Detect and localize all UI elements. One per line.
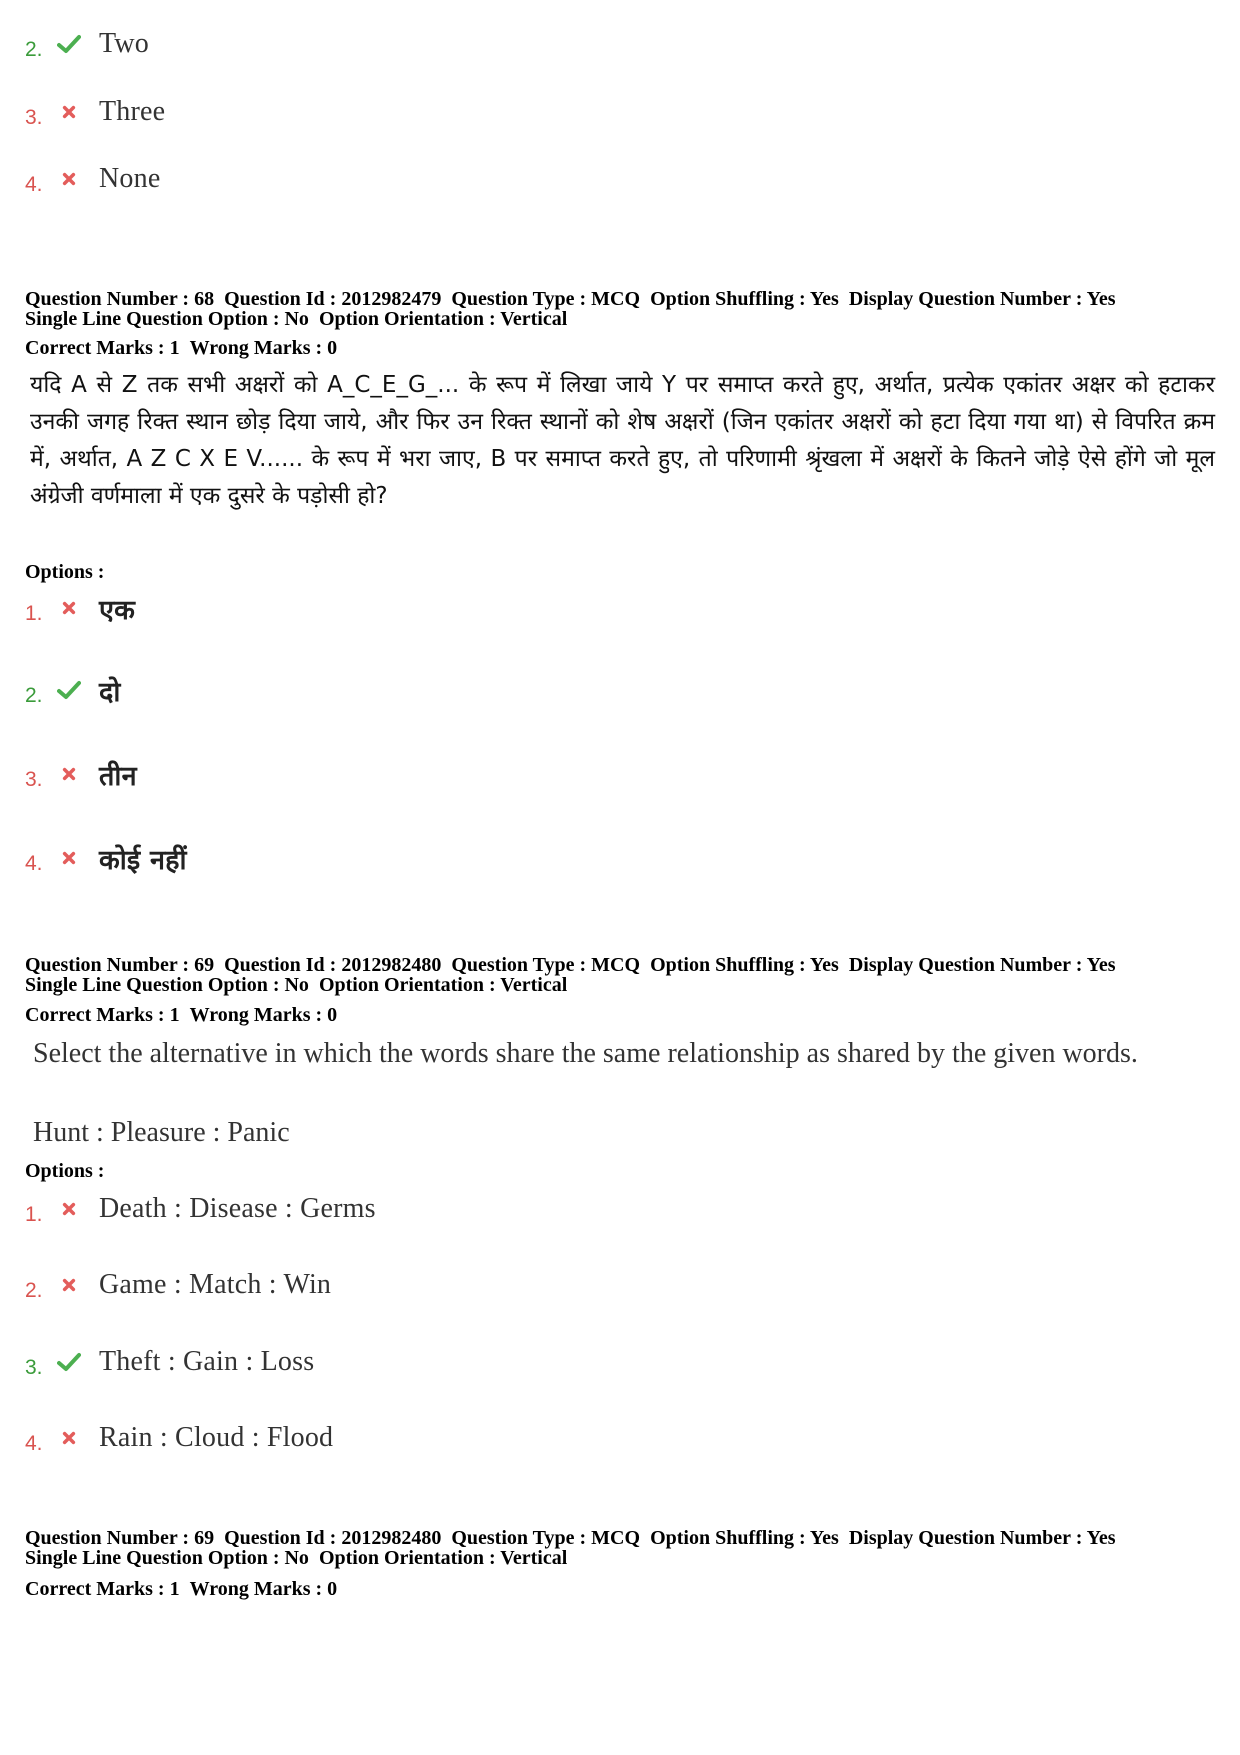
- option-number: 3.: [25, 768, 43, 791]
- option-text: Theft : Gain : Loss: [99, 1346, 315, 1377]
- cross-icon: [51, 843, 87, 873]
- cross-icon: [51, 164, 87, 194]
- option-item: [25, 838, 187, 878]
- option-number: 1.: [25, 1203, 43, 1226]
- cross-icon: [51, 1423, 87, 1453]
- cross-icon: [51, 97, 87, 127]
- marks-line: Correct Marks : 1 Wrong Marks : 0: [25, 1004, 338, 1026]
- option-text: Three: [99, 96, 166, 127]
- option-item: [25, 754, 137, 794]
- option-number: 3.: [25, 1356, 43, 1379]
- check-icon: [51, 675, 87, 705]
- option-text: None: [99, 163, 161, 194]
- option-number: 3.: [25, 106, 43, 129]
- option-text: Death : Disease : Germs: [99, 1193, 376, 1224]
- option-number: 2.: [25, 38, 43, 61]
- option-number: 2.: [25, 1279, 43, 1302]
- check-icon: [51, 1347, 87, 1377]
- question-text: Select the alternative in which the words share the same relationship as shared by the given words.: [33, 1038, 1138, 1069]
- option-text: दो: [99, 676, 121, 708]
- option-text: एक: [99, 594, 136, 626]
- option-text: Rain : Cloud : Flood: [99, 1422, 334, 1453]
- question-meta: Question Number : 69 Question Id : 2012982480 Question Type : MCQ Option Shuffling : Yes Display Question Number : Yes Single Line Question Option : No Option Orientation : Vertical: [25, 1527, 1116, 1569]
- option-item: [25, 1342, 314, 1382]
- marks-line: Correct Marks : 1 Wrong Marks : 0: [25, 1578, 338, 1600]
- options-label: Options :: [25, 1160, 105, 1182]
- marks-line: Correct Marks : 1 Wrong Marks : 0: [25, 337, 338, 359]
- option-number: 4.: [25, 852, 43, 875]
- cross-icon: [51, 1270, 87, 1300]
- option-item: [25, 670, 121, 710]
- option-text: कोई नहीं: [99, 844, 187, 876]
- option-item: [25, 1189, 376, 1229]
- option-number: 4.: [25, 1432, 43, 1455]
- question-text: यदि A से Z तक सभी अक्षरों को A_C_E_G_... के रूप में लिखा जाये Y पर समाप्त करते हुए, अर्थात, प्रत्येक एकांतर अक्षर को हटाकर उनकी जगह रिक्त स्थान छोड़ दिया जाये, और फिर उन रिक्त स्थानों को शेष अक्षरों (जिन एकांतर अक्षरों को हटा दिया गया था) से विपरित क्रम में, अर्थात, A Z C X E V...... के रूप में भरा जाए, B पर समाप्त करते हुए, तो परिणामी श्रृंखला में अक्षरों के कितने जोड़े ऐसे होंगे जो मूल अंग्रेजी वर्णमाला में एक दुसरे के पड़ोसी हो?: [30, 372, 1215, 509]
- option-item: [25, 159, 160, 199]
- option-number: 2.: [25, 684, 43, 707]
- check-icon: [51, 29, 87, 59]
- option-item: [25, 92, 165, 132]
- given-words: Hunt : Pleasure : Panic: [33, 1117, 290, 1148]
- cross-icon: [51, 759, 87, 789]
- cross-icon: [51, 593, 87, 623]
- option-text: Two: [99, 28, 149, 59]
- option-item: [25, 24, 149, 64]
- options-label: Options :: [25, 561, 105, 583]
- question-meta: Question Number : 68 Question Id : 2012982479 Question Type : MCQ Option Shuffling : Yes Display Question Number : Yes Single Line Question Option : No Option Orientation : Vertical: [25, 288, 1116, 330]
- cross-icon: [51, 1194, 87, 1224]
- option-text: तीन: [99, 760, 137, 792]
- question-meta: Question Number : 69 Question Id : 2012982480 Question Type : MCQ Option Shuffling : Yes Display Question Number : Yes Single Line Question Option : No Option Orientation : Vertical: [25, 954, 1116, 996]
- option-item: [25, 1265, 331, 1305]
- option-number: 4.: [25, 173, 43, 196]
- option-number: 1.: [25, 602, 43, 625]
- option-item: [25, 1418, 333, 1458]
- option-text: Game : Match : Win: [99, 1269, 332, 1300]
- option-item: [25, 588, 135, 628]
